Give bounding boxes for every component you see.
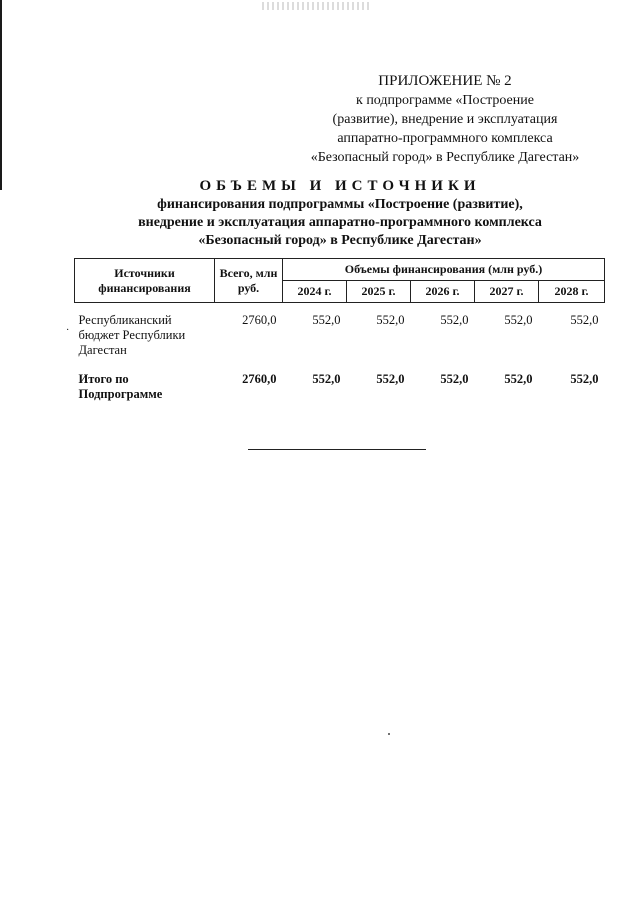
- header-year: 2027 г.: [475, 281, 539, 303]
- header-year: 2024 г.: [283, 281, 347, 303]
- stray-mark: ·: [66, 325, 70, 336]
- appendix-line: к подпрограмме «Построение: [356, 93, 534, 108]
- header-year: 2028 г.: [539, 281, 605, 303]
- total-row: [75, 360, 605, 404]
- row-total: 2760,0: [242, 313, 277, 327]
- scan-speck: [388, 733, 390, 735]
- total-value: 552,0: [376, 372, 405, 386]
- total-value: 552,0: [440, 372, 469, 386]
- header-total: Всего, млн руб.: [215, 259, 283, 303]
- heading-line: внедрение и эксплуатация аппаратно-программного комплекса: [138, 215, 542, 230]
- scan-left-edge: [0, 0, 2, 190]
- total-value: 552,0: [570, 372, 599, 386]
- scan-artifact: [262, 2, 372, 10]
- total-total: 2760,0: [242, 372, 277, 386]
- header-source: Источники финансирования: [75, 259, 215, 303]
- row-value: 552,0: [440, 313, 469, 327]
- table-row: [75, 311, 605, 360]
- appendix-title: ПРИЛОЖЕНИЕ № 2: [378, 73, 512, 89]
- header-volumes: Объемы финансирования (млн руб.): [283, 259, 605, 281]
- row-source: Республиканский бюджет Республики Дагестан: [78, 313, 186, 357]
- total-value: 552,0: [504, 372, 533, 386]
- row-value: 552,0: [504, 313, 533, 327]
- total-source: Итого по Подпрограмме: [78, 372, 163, 401]
- appendix-line: аппаратно-программного комплекса: [337, 131, 553, 146]
- closing-rule: [248, 449, 426, 450]
- document-heading: [60, 176, 620, 250]
- row-value: 552,0: [312, 313, 341, 327]
- heading-line: «Безопасный город» в Республике Дагестан»: [198, 233, 482, 248]
- row-value: 552,0: [570, 313, 599, 327]
- total-value: 552,0: [312, 372, 341, 386]
- appendix-line: «Безопасный город» в Республике Дагестан»: [310, 150, 580, 165]
- appendix-block: [290, 72, 600, 167]
- header-year: 2025 г.: [347, 281, 411, 303]
- heading-line: финансирования подпрограммы «Построение (развитие),: [157, 197, 523, 212]
- appendix-line: (развитие), внедрение и эксплуатация: [332, 112, 558, 127]
- financing-table: [74, 258, 605, 404]
- header-year: 2026 г.: [411, 281, 475, 303]
- heading-main: ОБЪЕМЫ И ИСТОЧНИКИ: [199, 178, 481, 194]
- row-value: 552,0: [376, 313, 405, 327]
